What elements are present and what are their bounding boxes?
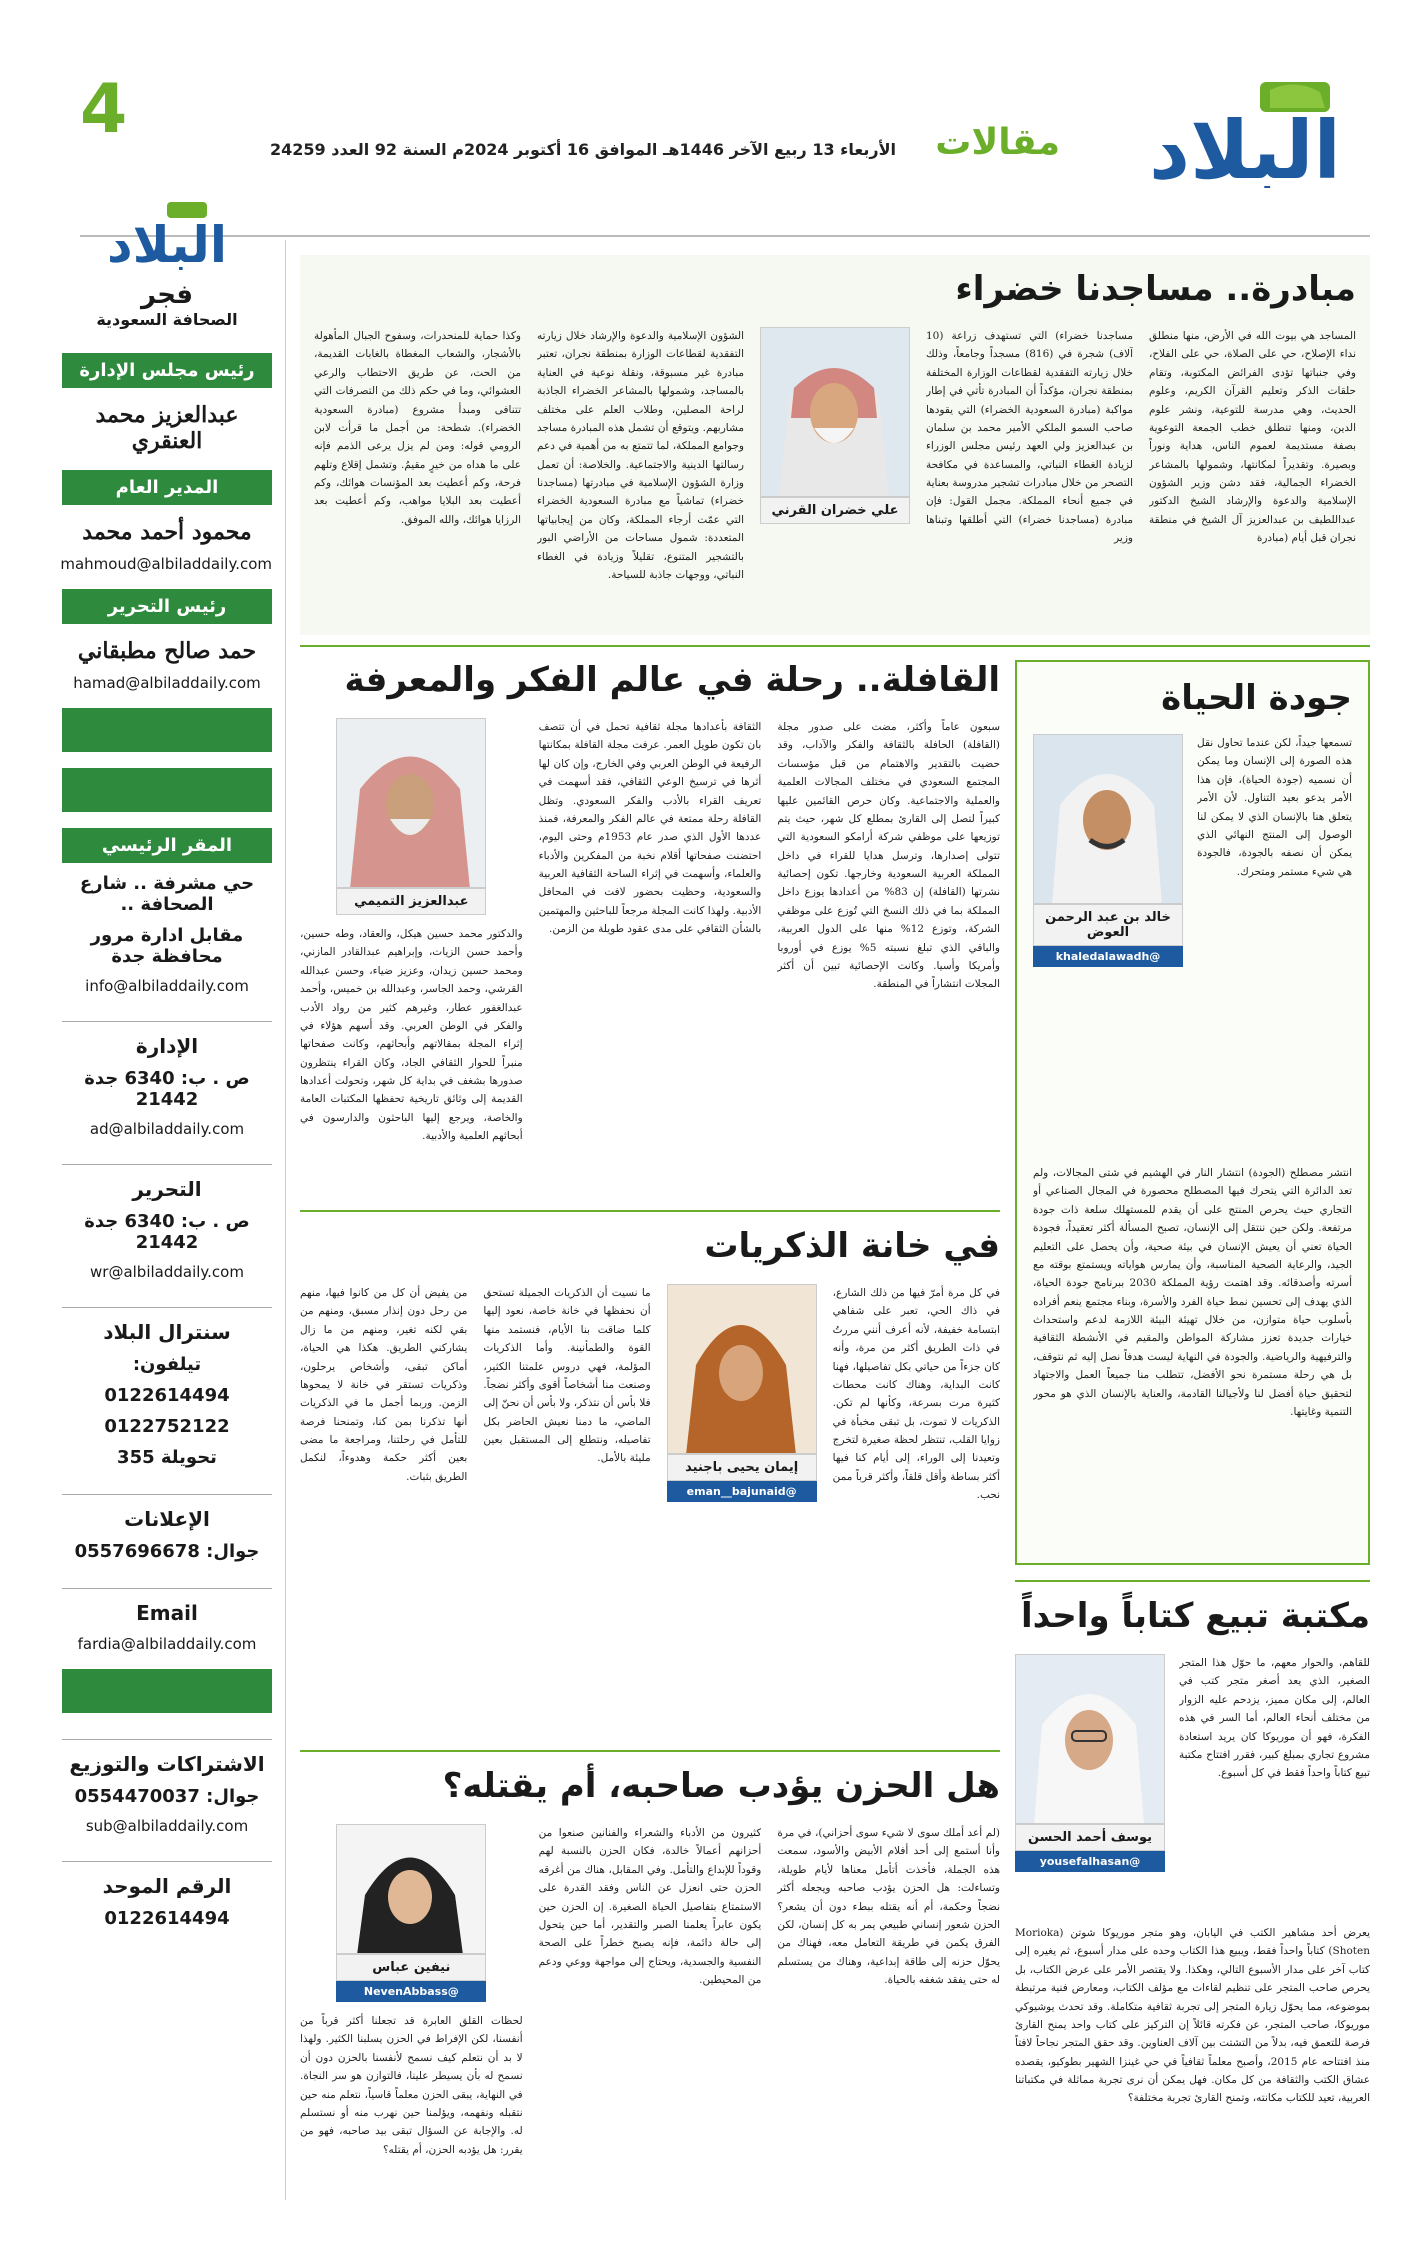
- article-quality-of-life: [1015, 660, 1370, 1565]
- editorial-label: التحرير: [62, 1164, 272, 1201]
- article-column: المساجد هي بيوت الله في الأرض، منها منطلق نداء الإصلاح، حي على الصلاة، حي على الفلاح، وفي جنباتها تؤدى الفرائض المكتوبة، وتقام حلقات الذكر وتعليم القرآن الكريم، وعلوم الحديث، وهي مدرسة للتوعية، ونشر علوم الدين، ومنها تنطلق خطب الجمعة التوعوية بصفة مستديمة لعموم الناس، هداية ونوراً وبصيرة. وتقديراً لمكانتها، وشمولها بالمشاعر الخضراء الجمالية، فقد دشن وزير الشؤون الإسلامية والدعوة والإرشاد الشيخ الدكتور عبداللطيف بن عبدالعزيز آل الشيخ في منطقة نجران قبل أيام (مبادرة: [1149, 330, 1356, 545]
- article-column: والدكتور محمد حسين هيكل، والعقاد، وطه حسين، وأحمد حسن الزيات، وإبراهيم عبدالقادر المازني، ومحمد حسين زيدان، وعزيز ضياء، وحسن عبدالله القرشي، وحمد الجاسر، وعبدالله بن خميس، وأحمد عبدالغفور عطار، وغيرهم كثير من رواد الأدب والفكر في الوطن العربي. وقد أسهم هؤلاء في إثراء المجلة بمقالاتهم وأبحاثهم، وكانت صفحاتها منبراً للحوار الثقافي الجاد، وكان القراء ينتظرون صدورها بشغف في بداية كل شهر، وتحولت أعدادها القديمة إلى وثائق تاريخية تحفظها المكتبات العامة والخاصة، ويرجع إليها الباحثون والدارسون في أبحاثهم العلمية والأدبية.: [299, 928, 523, 1143]
- imprint-logo-icon: [97, 200, 237, 270]
- imprint-subtitle: الصحافة السعودية: [96, 310, 238, 329]
- author-name: نيفين عباس: [336, 1954, 486, 1981]
- hq-email[interactable]: info@albiladdaily.com: [85, 977, 249, 995]
- phone-label: تيلفون:: [132, 1354, 202, 1375]
- article-intro: للقاهم، والحوار معهم، ما حوّل هذا المتجر الصغير، الذي يعد أصغر متجر كتب في العالم، إلى مكان مميز، يزدحم عليه الزوار من مختلف أنحاء العالم، أما السر في هذه الفكرة، فهو أن موريوكا كان يريد استعادة مشروع تجاري بمبلغ كبير، فقرر افتتاح مكتبة تبيع كتاباً واحداً فقط في كل أسبوع.: [1179, 1657, 1370, 1780]
- article-memories: [300, 1210, 1000, 1740]
- phone-number[interactable]: 0122614494: [104, 1385, 230, 1406]
- author-photo: [1033, 734, 1183, 904]
- masthead-divider: [80, 235, 1370, 237]
- author-handle[interactable]: @khaledalawadh: [1033, 946, 1183, 967]
- subscriptions-phone[interactable]: جوال: 0554470037: [74, 1786, 260, 1807]
- unified-number[interactable]: 0122614494: [104, 1908, 230, 1929]
- column-divider: [285, 240, 286, 2200]
- green-bar: [62, 768, 272, 812]
- article-title: مبادرة.. مساجدنا خضراء: [955, 269, 1356, 309]
- author-handle[interactable]: @eman__bajunaid: [667, 1481, 817, 1502]
- person-icon: [336, 1825, 485, 1954]
- article-title: القافلة.. رحلة في عالم الفكر والمعرفة: [344, 660, 1000, 700]
- author-name: علي خضران القرني: [760, 497, 910, 524]
- admin-label: الإدارة: [62, 1021, 272, 1058]
- editor-name: حمد صالح مطبقاني: [77, 638, 257, 664]
- phone-number[interactable]: 0122752122: [104, 1416, 230, 1437]
- person-icon: [1033, 735, 1182, 904]
- editorial-email[interactable]: wr@albiladdaily.com: [90, 1263, 244, 1281]
- article-column: وكذا حماية للمنحدرات، وسفوح الجبال المأهولة بالأشجار، والشعاب المغطاة بالغابات القديمة، من الحت، عن طريق الاحتطاب والرعي العشوائي، وما في حكم ذلك من التصرفات التي تتنافى ومبدأ مشروع (مبادرة السعودية الخضراء). شطحة: من أجمل ما قرأت لابن الرومي قوله: ومن لم يزل يرعى الذمم فإنه على ما هداه من خيرٍ مقيمُ. وتشمل إقلاع وتلهم فرحة، وكم أعطيت بعد المؤنسات هوائك، وكم أعطيت بعد البلايا مواهب، وكم أعطيت بعد الرزايا هوائك، والله الموفق.: [314, 330, 521, 526]
- author-name: خالد بن عبد الرحمن العوض: [1033, 904, 1183, 946]
- unified-number-label: الرقم الموحد: [62, 1861, 272, 1898]
- board-label: رئيس مجلس الإدارة: [62, 353, 272, 388]
- gm-email[interactable]: mahmoud@albiladdaily.com: [60, 555, 272, 573]
- email-label: Email: [62, 1588, 272, 1625]
- logo-text: البلاد: [1149, 104, 1341, 188]
- green-bar: [62, 708, 272, 752]
- article-title: جودة الحياة: [1161, 678, 1352, 718]
- author-photo: [336, 718, 486, 888]
- subscriptions-label: الاشتراكات والتوزيع: [62, 1739, 272, 1776]
- editor-email[interactable]: hamad@albiladdaily.com: [73, 674, 261, 692]
- article-column: سبعون عاماً وأكثر، مضت على صدور مجلة (القافلة) الحافلة بالثقافة والفكر والآداب، وقد حضيت بالتقدير والاهتمام من قبل مؤسسات المجتمع السعودي في مختلف المجالات العلمية والعملية والاجتماعية. وكان حرص القائمين عليها كبيراً لتصل إلى القارئ بمطلع كل شهر، حيث يتم توزيعها على موظفي شركة أرامكو السعودية التي تتولى إصدارها، وترسل هدايا للقراء في داخل المملكة العربية السعودية وخارجها. تكون إحصائية نشرتها (القافلة) إن 83% من أعدادها يوزع داخل المملكة بما في ذلك النسخ التي تُوزع على موظفي الشركة، وتوزع 12% منها على الدول العربية، والباقي الذي تبلغ نسبته 5% يوزع في أوروبا وأمريكا وأسيا. وكانت الإحصائية تبين أن أكثر المجلات انتشاراً في المنطقة.: [777, 721, 1000, 991]
- person-icon: [336, 719, 485, 888]
- article-mosques: [300, 255, 1370, 635]
- logo-mark-icon: [1120, 78, 1370, 188]
- article-title: في خانة الذكريات: [704, 1226, 1000, 1266]
- article-column: لحظات القلق العابرة قد تجعلنا أكثر قرباً من أنفسنا، لكن الإفراط في الحزن يسلبنا الكثير. ولهذا لا بد أن نتعلم كيف نسمح لأنفسنا بالحزن دون أن نسمح له بأن يسيطر علينا، فالتوازن هو سر النجاة. في النهاية، يبقى الحزن معلماً قاسياً، نتعلم منه حين نتقبله ونفهمه، ويؤلمنا حين نهرب منه أو نستسلم له. والإجابة عن السؤال تبقى بيد صاحبه، فهو من يقرر: هل يؤدبه الحزن، أم يقتله؟: [299, 2015, 523, 2156]
- author-handle[interactable]: @NevenAbbass: [336, 1981, 486, 2002]
- author-photo: [1015, 1654, 1165, 1824]
- gm-label: المدير العام: [62, 470, 272, 505]
- article-grief: [300, 1750, 1000, 2230]
- section-name: مقالات: [935, 122, 1060, 163]
- person-icon: [760, 328, 909, 497]
- article-caravan: [300, 660, 1000, 1200]
- phone-extension: تحويلة 355: [117, 1447, 217, 1468]
- article-column-group: [300, 1824, 523, 2218]
- dateline: الأربعاء 13 ربيع الآخر 1446هـ الموافق 16 أكتوبر 2024م السنة 92 العدد 24259: [270, 140, 897, 159]
- author-box: [336, 1824, 486, 2002]
- admin-email[interactable]: ad@albiladdaily.com: [89, 1120, 245, 1138]
- admin-box: ص . ب: 6340 جدة 21442: [84, 1068, 250, 1110]
- author-name: إيمان يحيى باجنيد: [667, 1454, 817, 1481]
- contact-email[interactable]: fardia@albiladdaily.com: [77, 1635, 257, 1653]
- hq-label: المقر الرئيسي: [62, 828, 272, 863]
- article-library: [1015, 1580, 1370, 2230]
- author-name: يوسف أحمد الحسن: [1015, 1824, 1165, 1851]
- author-photo: [760, 327, 910, 497]
- editor-label: رئيس التحرير: [62, 589, 272, 624]
- gm-name: محمود أحمد محمد: [82, 519, 252, 545]
- article-column: مساجدنا خضراء) التي تستهدف زراعة (10 آلاف) شجرة في (816) مسجداً وجامعاً، وذلك خلال زيارته التفقدية لقطاعات الوزارة المختلفة بمنطقة نجران، مؤكداً أن المبادرة تأتي في إطار مواكبة (مبادرة السعودية الخضراء) التي يقودها صاحب السمو الملكي الأمير محمد بن سلمان بن عبدالعزيز ولي العهد رئيس مجلس الوزراء لزيادة الغطاء النباتي، والمساعدة في مكافحة التصحر من خلال مبادرات تشجير مدروسة بعناية في جميع أنحاء المملكة. مجمل القول: فإن مبادرة (مساجدنا خضراء) التي أطلقها وتبناها وزير: [926, 330, 1133, 545]
- article-column: في كل مرة أمرّ فيها من ذلك الشارع، في ذاك الحي، تعبر على شفاهي ابتسامة خفيفة، لأنه أعرف أنني مررتُ في ذات الطريق أكثر من مرة، وأنه كان جزءاً من حياتي بكل تفاصيلها، فهنا كانت البداية، وهناك كانت محطات كثيرة مرت بسرعة، وكأنها لم تكن. الذكريات لا تموت، بل تبقى مخبأة في زوايا القلب، تنتظر لحظة صغيرة لتخرج وتعيدنا إلى الوراء، إلى أيام كنا فيها أكثر بساطة وأقل قلقاً، وأكثر قرباً ممن نحب.: [832, 1287, 1000, 1502]
- article-body: انتشر مصطلح (الجودة) انتشار النار في الهشيم في شتى المجالات، ولم تعد الدائرة التي يتحرك فيها المصطلح محصورة في المجال الصناعي أو التجاري حيث يحرص المنتج على أن يقدم للمستهلك سلعة ذات جودة مرتفعة. ولكن حين ننتقل إلى الإنسان، تصبح المسألة أكثر تعقيداً، فجودة الحياة تعني أن يعيش الإنسان في بيئة صحية، وأن يحصل على التعليم الجيد، والرعاية الصحية المناسبة، وأن يمارس هواياته ويستمتع بوقته مع أسرته وأصدقائه. وقد اهتمت رؤية المملكة 2030 ببرنامج جودة الحياة، الذي يهدف إلى تحسين نمط حياة الفرد والأسرة، وبناء مجتمع ينعم أفراده بأسلوب حياة متوازن، من خلال تهيئة البيئة اللازمة لدعم واستحداث خيارات جديدة تعزز مشاركة المواطن والمقيم في الأنشطة الثقافية والترفيهية والرياضية. والجودة في النهاية ليست هدفاً نصل إليه ثم نتوقف، بل هي رحلة مستمرة نحو الأفضل، تتطلب منا جميعاً العمل والاجتهاد لتحقيق حياة أفضل لنا ولأجيالنا القادمة، والعناية بالإنسان الذي هو محور التنمية وغايتها.: [1033, 1167, 1352, 1418]
- author-box: [1015, 1654, 1165, 1914]
- imprint-title: فجر: [141, 280, 193, 310]
- ads-label: الإعلانات: [62, 1494, 272, 1531]
- person-icon: [667, 1285, 816, 1454]
- author-handle[interactable]: @yousefalhasan: [1015, 1851, 1165, 1872]
- ads-phone[interactable]: جوال: 0557696678: [74, 1541, 260, 1562]
- article-column: الشؤون الإسلامية والدعوة والإرشاد خلال زيارته التفقدية لقطاعات الوزارة بمنطقة نجران، تعتبر مبادرة غير مسبوقة، ونقلة نوعية في العناية بالمساجد، وشمولها بالمشاعر الخضراء الجاذبة لراحة المصلين، وطلاب العلم على مختلف مشاربهم. ويتوقع أن تشمل هذه المبادرة مساجد وجوامع المملكة، لما تتمتع به من أهمية في دعم رسالتها الدينية والاجتماعية. والخلاصة: أن تعمل وزارة الشؤون الإسلامية في مبادرتها (مساجدنا خضراء) تماشياً مع مبادرة السعودية الخضراء التي عمّت أرجاء المملكة، وكان من إيجابياتها المتعددة: شمول مساحات من الأراضي البور بالتشجير المتنوع، تقليلاً وزيادة في الغطاء النباتي، ووجهات جاذبة للسياحة.: [537, 330, 744, 581]
- section-divider: [300, 645, 1370, 647]
- article-column: من يفيض أن كل من كانوا فيها، منهم من رحل دون إنذار مسبق، ومنهم من بقي لكنه تغير، ومنهم من ما زال يشاركني الطريق. هكذا هي الحياة، أماكن تبقى، وأشخاص يرحلون، وذكريات تستقر في خانة لا يمحوها الزمن. وربما أجمل ما في الذكريات أنها تذكرنا بمن كنا، وتمنحنا فرصة للتأمل في رحلتنا، ومراجعة ما مضى بعين أكثر حكمة وهدوءاً، لنكمل الطريق بثبات.: [300, 1287, 468, 1483]
- article-column: كثيرون من الأدباء والشعراء والفنانين صنعوا من أحزانهم أعمالاً خالدة، فكان الحزن بالنسبة لهم وقوداً للإبداع والتأمل. وفي المقابل، هناك من أغرقه الحزن حتى انعزل عن الناس وفقد القدرة على الاستمتاع بتفاصيل الحياة الصغيرة. إن الحزن حين يكون عابراً يعلمنا الصبر والتقدير، أما حين يتحول إلى حالة دائمة، فإنه يصبح خطراً على الصحة النفسية والجسدية، ويحتاج إلى مواجهة ووعي ودعم من المحيطين.: [538, 1827, 762, 1986]
- imprint-logo: [62, 200, 272, 270]
- article-column: الثقافة بأعدادها مجلة ثقافية تحمل في أن تتصف بان تكون طويل العمر. عرفت مجلة القافلة بمكانتها الرفيعة في الوطن العربي وفي الخارج، وإن كان لها أثرها في ترسيخ الوعي الثقافي، فقد أسهمت في تعريف القراء بالأدب والفكر السعودي. وتظل القافلة رحلة ممتعة في عالم الفكر والمعرفة، فمنذ عددها الأول الذي صدر عام 1953م وحتى اليوم، احتضنت صفحاتها أقلام نخبة من المفكرين والأدباء والعلماء، وأسهمت في إثراء الساحة الثقافية العربية والسعودية، وحظيت بحضور لافت في المحافل الأدبية. ولهذا كانت المجلة مرجعاً للباحثين والمهتمين بالشأن الثقافي على مدى عقود طويلة من الزمن.: [538, 721, 762, 936]
- newspaper-logo: [1120, 78, 1370, 188]
- masthead: [80, 70, 1370, 200]
- author-photo: [336, 1824, 486, 1954]
- article-title: هل الحزن يؤدب صاحبه، أم يقتله؟: [442, 1766, 1000, 1806]
- article-title: مكتبة تبيع كتاباً واحداً: [1021, 1596, 1370, 1636]
- green-bar: [62, 1669, 272, 1713]
- article-column: ما نسيت أن الذكريات الجميلة تستحق أن نحفظها في خانة خاصة، نعود إليها كلما ضاقت بنا الأيام، فنستمد منها القوة والطمأنينة. وأما الذكريات المؤلمة، فهي دروس علمتنا الكثير، وصنعت منا أشخاصاً أقوى وأكثر نضجاً. فلا بأس أن نتذكر، ولا بأس أن نحنّ إلى الماضي، ما دمنا نعيش الحاضر بكل تفاصيله، ونتطلع إلى المستقبل بعين مليئة بالأمل.: [483, 1287, 651, 1465]
- imprint-column: [62, 200, 272, 2200]
- hq-line: حي مشرفة .. شارع الصحافة ..: [79, 873, 255, 915]
- page-number: 4: [80, 70, 128, 149]
- person-icon: [1015, 1655, 1164, 1824]
- subscriptions-email[interactable]: sub@albiladdaily.com: [85, 1817, 249, 1835]
- article-column-group: [300, 718, 523, 1188]
- author-name: عبدالعزيز التميمي: [336, 888, 486, 915]
- author-box: [760, 327, 910, 609]
- board-name: عبدالعزيز محمد العنقري: [95, 402, 239, 454]
- author-box: [336, 718, 486, 915]
- imprint-logo-text: البلاد: [107, 216, 227, 270]
- author-photo: [667, 1284, 817, 1454]
- article-intro: تسمعها جيداً، لكن عندما تحاول نقل هذه الصورة إلى الإنسان وما يمكن أن نسميه (جودة الحياة)، فإن هذا الأمر يدعو بعيد التناول. لأن الأمر يتعلق هنا بالإنسان الذي لا يمكن لنا الوصول إلى المنتج النهائي الذي يمكن أن نصفه بالجودة، فالجودة هي شيء مستمر ومتحرك.: [1197, 737, 1352, 878]
- central-label: سنترال البلاد: [62, 1307, 272, 1344]
- editorial-box: ص . ب: 6340 جدة 21442: [84, 1211, 250, 1253]
- hq-line: مقابل ادارة مرور محافظة جدة: [90, 925, 244, 967]
- article-body: يعرض أحد مشاهير الكتب في اليابان، وهو متجر موريوكا شوتن (Morioka Shoten) كتاباً واحداً فقط، ويبيع هذا الكتاب وحده على مدار أسبوع، ثم يغيره إلى كتاب آخر على مدار الأسبوع التالي، وهكذا. ولا يقتصر الأمر على عرض الكتاب، بل يحرص صاحب المتجر على تنظيم لقاءات مع مؤلف الكتاب، ومعارض فنية مرتبطة بموضوعه، مما يحوّل زيارة المتجر إلى تجربة ثقافية متكاملة. وقد تحدث يوشيوكي موريوكا، صاحب المتجر، عن فكرته قائلاً إن التركيز على كتاب واحد يمنح القارئ فرصة للتعمق فيه، بدلاً من التشتت بين آلاف العناوين. وقد حقق المتجر نجاحاً لافتاً منذ افتتاحه عام 2015، وأصبح معلماً ثقافياً في حي غينزا الشهير بطوكيو، يقصده عشاق الكتب والثقافة من كل مكان. فهل يمكن أن نرى تجربة مماثلة في مكتباتنا العربية، تعيد للكتاب مكانته، وتمنح القارئ تجربة مختلفة؟: [1015, 1927, 1370, 2105]
- article-column: (لم أعد أملك سوى لا شيء سوى أحزاني)، في مرة وأنا أستمع إلى أحد أفلام الأبيض والأسود، سمعت هذه الجملة، فأخذت أتأمل معناها لأيام طويلة، وتساءلت: هل الحزن يؤدب صاحبه ويجعله أكثر نضجاً وحكمة، أم أنه يقتله ببطء دون أن يشعر؟ الحزن شعور إنساني طبيعي يمر به كل إنسان، لكن الفرق يكمن في طريقة التعامل معه، فهناك من يحوّل حزنه إلى طاقة إبداعية، وهناك من يستسلم له حتى يفقد شغفه بالحياة.: [777, 1827, 1000, 1986]
- author-box: [1033, 734, 1183, 1154]
- author-box: [667, 1284, 817, 1728]
